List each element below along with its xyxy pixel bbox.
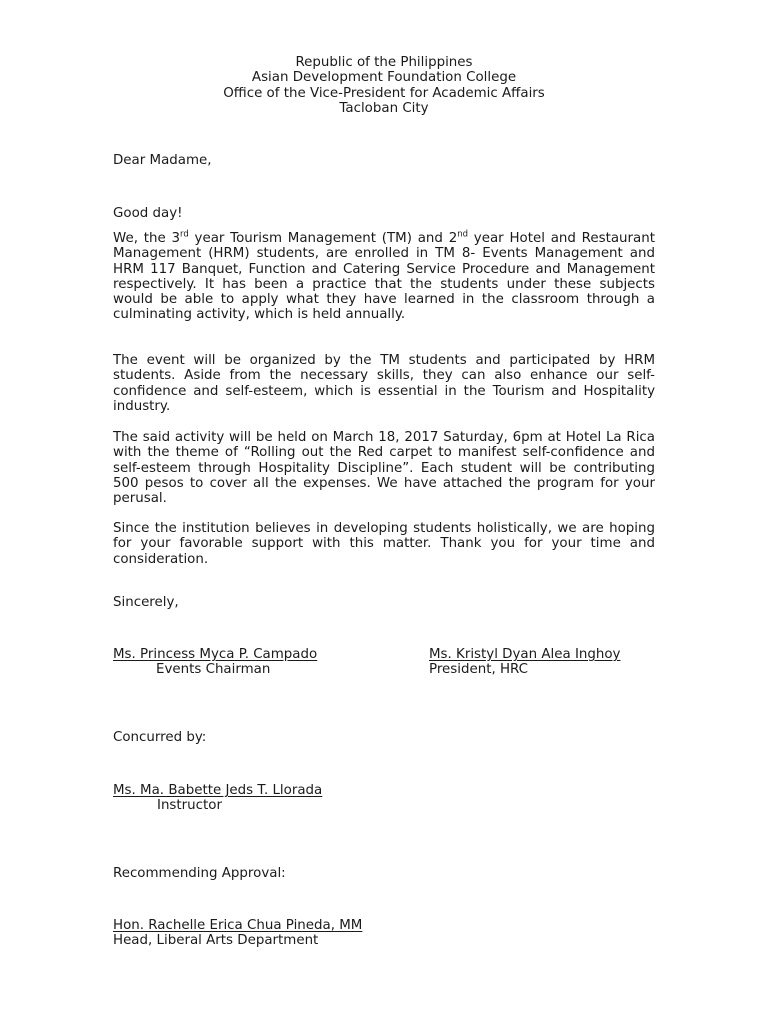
paragraph-intro-part-c: year Hotel and Restaurant Management (HRM) students, are enrolled in TM 8- Events Management and HRM 117 Banquet, Function and Catering Service Procedure and Management respectively. It has been a practice that the students under these subjects would be able to apply what they have learned in the classroom through a culminating activity, which is held annually.	[113, 231, 655, 323]
recommending-title: Head, Liberal Arts Department	[113, 933, 319, 948]
greeting: Good day!	[113, 206, 183, 221]
paragraph-event: The event will be organized by the TM students and participated by HRM students. Aside from the necessary skills, they can also enhance our self- confidence and self-esteem, which is essential in the Tourism and Hospitality industry.	[113, 353, 655, 414]
paragraph-activity: The said activity will be held on March 18, 2017 Saturday, 6pm at Hotel La Rica with the theme of “Rolling out the Red carpet to manifest self-confidence and self-esteem through Hospitality Discipline”. Each student will be contributing 500 pesos to cover all the expenses. We have attached the program for your perusal.	[113, 430, 655, 507]
paragraph-intro	[113, 231, 655, 323]
paragraph-support: Since the institution believes in developing students holistically, we are hoping for your favorable support with this matter. Thank you for your time and consideration.	[113, 521, 655, 567]
concurred-name: Ms. Ma. Babette Jeds T. Llorada	[113, 783, 323, 798]
concurred-label: Concurred by:	[113, 730, 207, 745]
recommending-name: Hon. Rachelle Erica Chua Pineda, MM	[113, 918, 363, 933]
letterhead-city: Tacloban City	[339, 100, 429, 116]
signatory-right-name: Ms. Kristyl Dyan Alea Inghoy	[429, 647, 621, 662]
closing: Sincerely,	[113, 595, 179, 610]
paragraph-intro-part-b: year Tourism Management (TM) and 2	[188, 231, 458, 246]
signatory-left-title: Events Chairman	[156, 662, 271, 677]
letterhead-country: Republic of the Philippines	[295, 55, 473, 70]
salutation: Dear Madame,	[113, 153, 212, 168]
signatory-right-title: President, HRC	[429, 662, 529, 677]
concurred-title: Instructor	[157, 798, 222, 813]
letterhead	[0, 55, 768, 116]
letterhead-institution: Asian Development Foundation College	[251, 70, 517, 86]
paragraph-intro-part-a: We, the 3	[113, 231, 180, 246]
signatory-left-name: Ms. Princess Myca P. Campado	[113, 647, 318, 662]
ordinal-suffix-rd: rd	[180, 229, 189, 240]
letterhead-office: Office of the Vice-President for Academic Affairs	[223, 85, 545, 101]
ordinal-suffix-nd: nd	[457, 229, 469, 240]
recommending-label: Recommending Approval:	[113, 866, 286, 881]
